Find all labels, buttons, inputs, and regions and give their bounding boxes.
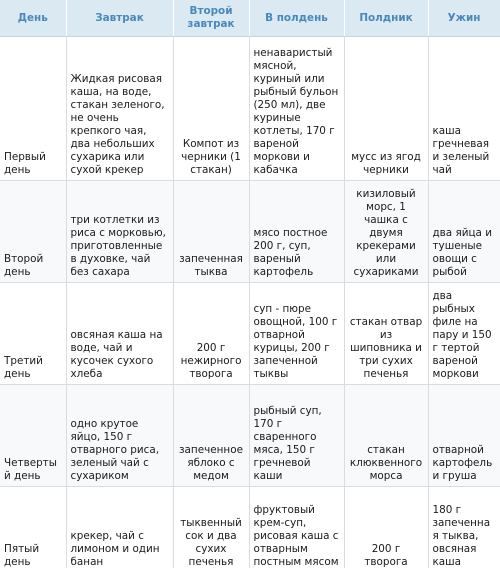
noon-cell: ненаваристый мясной, куриный или рыбный бульон (250 мл), две куриные котлеты, 170 г вареной моркови и кабачка: [249, 37, 344, 181]
day-cell: Четвертый день: [0, 385, 66, 487]
breakfast-cell: овсяная каша на воде, чай и кусочек сухого хлеба: [66, 283, 173, 385]
header-noon: В полдень: [249, 0, 344, 37]
header-snack: Полдник: [344, 0, 428, 37]
snack-cell: стакан клюквенного морса: [344, 385, 428, 487]
noon-cell: фруктовый крем-суп, рисовая каша с отварным постным мясом: [249, 487, 344, 568]
dinner-cell: отварной картофель и груша: [428, 385, 500, 487]
day-cell: Третий день: [0, 283, 66, 385]
table-row: [0, 181, 500, 283]
dinner-cell: 180 г запеченная тыква, овсяная каша: [428, 487, 500, 568]
day-cell: Второй день: [0, 181, 66, 283]
header-day: День: [0, 0, 66, 37]
snack-cell: кизиловый морс, 1 чашка с двумя крекерами или сухариками: [344, 181, 428, 283]
header-second-breakfast: Второй завтрак: [173, 0, 249, 37]
breakfast-cell: три котлетки из риса с морковью, приготовленные в духовке, чай без сахара: [66, 181, 173, 283]
snack-cell: стакан отвар из шиповника и три сухих печенья: [344, 283, 428, 385]
breakfast-cell: крекер, чай с лимоном и один банан: [66, 487, 173, 568]
day-cell: Первый день: [0, 37, 66, 181]
breakfast-cell: одно крутое яйцо, 150 г отварного риса, зеленый чай с сухариком: [66, 385, 173, 487]
table-row: [0, 487, 500, 568]
dinner-cell: два рыбных филе на пару и 150 г тертой вареной моркови: [428, 283, 500, 385]
table-row: [0, 283, 500, 385]
snack-cell: 200 г творога: [344, 487, 428, 568]
noon-cell: рыбный суп, 170 г сваренного мяса, 150 г гречневой каши: [249, 385, 344, 487]
second-breakfast-cell: тыквенный сок и два сухих печенья: [173, 487, 249, 568]
header-row: [0, 0, 500, 37]
second-breakfast-cell: 200 г нежирного творога: [173, 283, 249, 385]
noon-cell: мясо постное 200 г, суп, вареный картофель: [249, 181, 344, 283]
second-breakfast-cell: запеченная тыква: [173, 181, 249, 283]
table-row: [0, 37, 500, 181]
header-dinner: Ужин: [428, 0, 500, 37]
second-breakfast-cell: запеченное яблоко с медом: [173, 385, 249, 487]
breakfast-cell: Жидкая рисовая каша, на воде, стакан зеленого, не очень крепкого чая, два небольших сухарика или сухой крекер: [66, 37, 173, 181]
second-breakfast-cell: Компот из черники (1 стакан): [173, 37, 249, 181]
dinner-cell: два яйца и тушеные овощи с рыбой: [428, 181, 500, 283]
header-breakfast: Завтрак: [66, 0, 173, 37]
day-cell: Пятый день: [0, 487, 66, 568]
table-row: [0, 385, 500, 487]
snack-cell: мусс из ягод черники: [344, 37, 428, 181]
dinner-cell: каша гречневая и зеленый чай: [428, 37, 500, 181]
noon-cell: суп - пюре овощной, 100 г отварной курицы, 200 г запеченной тыквы: [249, 283, 344, 385]
